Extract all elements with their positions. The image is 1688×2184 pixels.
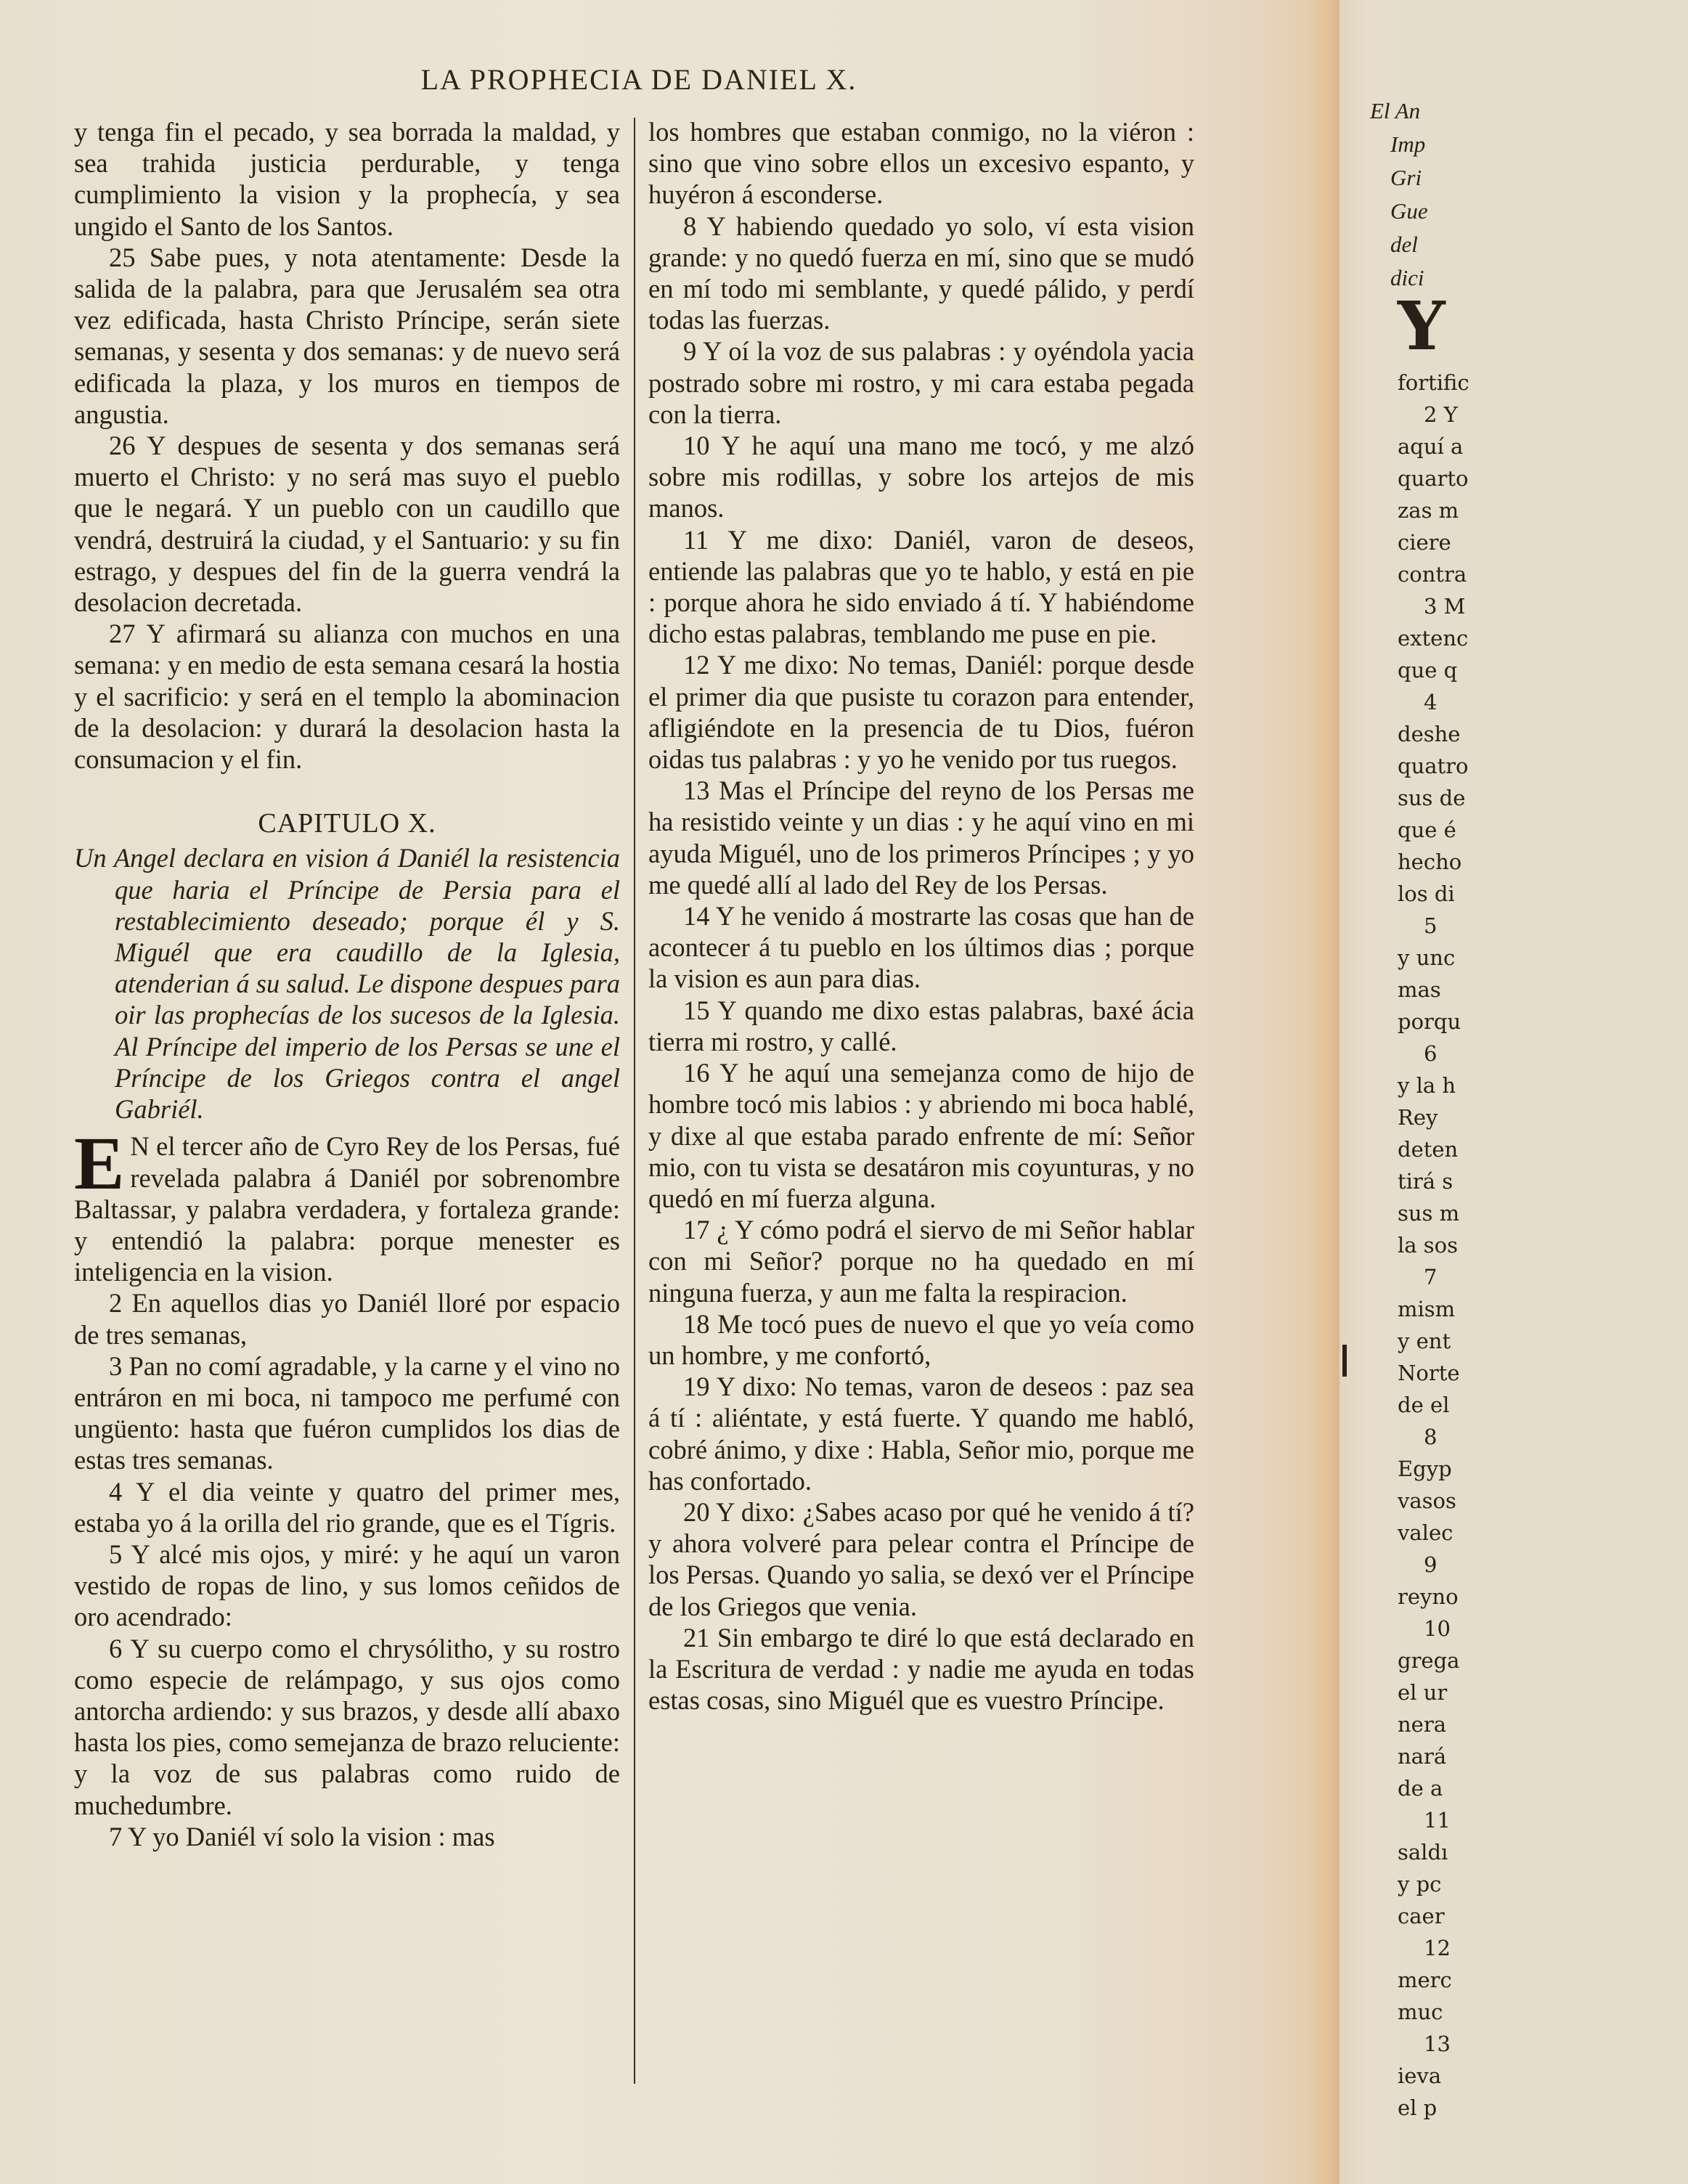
next-page-line: mas: [1398, 977, 1441, 1002]
next-page-line: hecho: [1398, 849, 1462, 874]
verse-15: 15 Y quando me dixo estas palabras, baxé ácia tierra mi rostro, y callé.: [648, 995, 1194, 1056]
verse-14: 14 Y he venido á mostrarte las cosas que han de acontecer á tu pueblo en los últimos dias ; porque la vision es aun para dias.: [648, 901, 1194, 994]
next-page-line: Norte: [1398, 1361, 1460, 1385]
next-page-line: zas m: [1398, 498, 1459, 523]
next-page-line: los di: [1398, 881, 1455, 906]
next-page-line: tirá s: [1398, 1169, 1453, 1194]
next-page-line: contra: [1398, 562, 1467, 587]
next-page-line: 10: [1424, 1616, 1451, 1641]
right-column: [648, 116, 1194, 1716]
next-page-line: el ur: [1398, 1680, 1448, 1705]
next-summary-line: Imp: [1390, 131, 1426, 157]
verse-11: 11 Y me dixo: Daniél, varon de deseos, entiende las palabras que yo te hablo, y está en pie : porque ahora he sido enviado á tí. Y habiéndome dicho estas palabras, temblando me puse en pie.: [648, 524, 1194, 649]
verse-13: 13 Mas el Príncipe del reyno de los Persas me ha resistido veinte y un dias : y he aquí vino en mi ayuda Miguél, uno de los primeros Príncipes ; y yo me quedé allí al lado del Rey de los Persas.: [648, 775, 1194, 900]
verse-27: 27 Y afirmará su alianza con muchos en una semana: y en medio de esta semana cesará la hostia y el sacrificio: y será en el templo la abominacion de la desolacion: y durará la desolacion hasta la consumacion y el fin.: [74, 619, 620, 775]
next-page-line: el p: [1398, 2095, 1438, 2120]
next-page-line: nera: [1398, 1712, 1446, 1737]
verse-7-start: 7 Y yo Daniél ví solo la vision : mas: [109, 1821, 495, 1851]
next-page-line: vasos: [1398, 1488, 1456, 1513]
next-page-line: caer: [1398, 1904, 1445, 1928]
next-page-line: 8: [1424, 1425, 1438, 1449]
next-page-line: extenc: [1398, 626, 1469, 651]
next-page-line: Rey: [1398, 1105, 1438, 1130]
next-page-line: Egyp: [1398, 1456, 1452, 1481]
next-page-line: 13: [1424, 2032, 1451, 2056]
verse-16: 16 Y he aquí una semejanza como de hijo de hombre tocó mis labios : y abriendo mi boca hablé, y dixe al que estaba parado enfrente de mí: Señor mio, con tu vista se desatáron mis coyunturas, y no quedó en mí fuerza alguna.: [648, 1058, 1194, 1213]
verse-17: 17 ¿ Y cómo podrá el siervo de mi Señor hablar con mi Señor? porque no ha quedado en mí ninguna fuerza, y aun me falta la respiracion.: [648, 1215, 1194, 1308]
next-summary-line: Gri: [1390, 165, 1422, 190]
next-page-line: de el: [1398, 1393, 1450, 1417]
next-summary-line: Gue: [1390, 198, 1428, 224]
column-divider: [634, 118, 635, 2084]
verse-19: 19 Y dixo: No temas, varon de deseos : paz sea á tí : aliéntate, y está fuerte. Y quando me habló, cobré ánimo, y dixe : Habla, Señor mio, porque me has confortado.: [648, 1372, 1194, 1496]
next-page-line: y ent: [1398, 1329, 1451, 1353]
next-page-line: y pc: [1398, 1872, 1442, 1896]
next-page-line: y unc: [1398, 945, 1456, 970]
verse-3: 3 Pan no comí agradable, y la carne y el vino no entráron en mi boca, ni tampoco me perfumé con ungüento: hasta que fuéron cumplidos los dias de estas tres semanas.: [74, 1350, 620, 1475]
next-page-line: quarto: [1398, 466, 1469, 491]
next-page-line: saldı: [1398, 1840, 1448, 1865]
book-gutter: [1307, 0, 1340, 2184]
verse-continuation: y tenga fin el pecado, y sea borrada la maldad, y sea trahida justicia perdurable, y tenga cumplimiento la vision y la prophecía, y sea ungido el Santo de los Santos.: [74, 117, 620, 241]
chapter-title: CAPITULO X.: [258, 808, 436, 839]
chapter-summary: Un Angel declara en vision á Daniél la resistencia que haria el Príncipe de Persia para el restablecimiento deseado; porque él y S. Miguél que era caudillo de la Iglesia, atenderian á su salud. Le dispone despues para oir las prophecías de los sucesos de la Iglesia. Al Príncipe del imperio de los Persas se une el Príncipe de los Griegos contra el angel Gabriél.: [74, 843, 620, 1125]
next-page-line: que q: [1398, 658, 1458, 682]
next-summary-line: dici: [1390, 265, 1424, 290]
next-page-line: reyno: [1398, 1584, 1459, 1609]
verse-1: [74, 1122, 620, 1287]
running-head: LA PROPHECIA DE DANIEL X.: [420, 63, 857, 96]
next-page-line: quatro: [1398, 754, 1469, 778]
drop-cap: E: [74, 1122, 125, 1206]
next-page-line: la sos: [1398, 1233, 1459, 1258]
verse-25: 25 Sabe pues, y nota atentamente: Desde la salida de la palabra, para que Jerusalém sea otra vez edificada, hasta Christo Príncipe, serán siete semanas, y sesenta y dos semanas: y de nuevo será edificada la plaza, y los muros en tiempos de angustia.: [74, 242, 620, 429]
verse-9: 9 Y oí la voz de sus palabras : y oyéndola yacia postrado sobre mi rostro, y mi cara estaba pegada con la tierra.: [648, 336, 1194, 429]
next-page-body: [1398, 367, 1688, 2124]
verse-21: 21 Sin embargo te diré lo que está declarado en la Escritura de verdad : y nadie me ayuda en todas estas cosas, sino Miguél que es vuestro Príncipe.: [648, 1622, 1194, 1716]
next-page-line: grega: [1398, 1648, 1460, 1673]
next-page-line: de a: [1398, 1776, 1443, 1801]
next-page-edge: [1340, 0, 1469, 2184]
next-page-line: 12: [1424, 1936, 1451, 1960]
next-page-line: merc: [1398, 1968, 1452, 1992]
next-page-line: aquí a: [1398, 434, 1464, 459]
left-column: [74, 116, 620, 1852]
verse-10: 10 Y he aquí una mano me tocó, y me alzó sobre mis rodillas, y sobre los artejos de mis manos.: [648, 431, 1194, 523]
verse-12: 12 Y me dixo: No temas, Daniél: porque desde el primer dia que pusiste tu corazon para entender, afligiéndote en la presencia de tu Dios, fuéron oidas tus palabras : y yo he venido por tus ruegos.: [648, 650, 1194, 775]
next-page-line: muc: [1398, 2000, 1443, 2024]
verse-1-text: N el tercer año de Cyro Rey de los Persas, fué revelada palabra á Daniél por sobrenombre Baltassar, y palabra verdadera, y fortaleza grande: y entendió la palabra: porque menester es inteligencia en la vision.: [74, 1131, 620, 1287]
next-page-line: 3 M: [1424, 594, 1466, 619]
verse-26: 26 Y despues de sesenta y dos semanas será muerto el Christo: y no será mas suyo el pueblo que le negará. Y un pueblo con un caudillo que vendrá, destruirá la ciudad, y el Santuario: y su fin estrago, y despues del fin de la guerra vendrá la desolacion decretada.: [74, 431, 620, 618]
next-page-line: deten: [1398, 1137, 1459, 1162]
next-page-line: y la h: [1398, 1073, 1456, 1098]
next-page-line: porqu: [1398, 1009, 1461, 1034]
verse-20: 20 Y dixo: ¿Sabes acaso por qué he venido á tí? y ahora volveré para pelear contra el Príncipe de los Persas. Quando yo salia, se dexó ver el Príncipe de los Griegos que venia.: [648, 1496, 1194, 1621]
next-page-line: valec: [1398, 1520, 1453, 1545]
next-page-line: 6: [1424, 1041, 1438, 1066]
next-page-line: mism: [1398, 1297, 1456, 1321]
next-page-line: sus m: [1398, 1201, 1460, 1226]
next-page-line: nará: [1398, 1744, 1447, 1769]
verse-6: 6 Y su cuerpo como el chrysólitho, y su rostro como especie de relámpago, y sus ojos como antorcha ardiendo: y sus brazos, y desde allí abaxo hasta los pies, como semejanza de brazo reluciente: y la voz de sus palabras como ruido de muchedumbre.: [74, 1633, 620, 1820]
next-page-line: fortific: [1398, 370, 1469, 395]
verse-2: 2 En aquellos dias yo Daniél lloré por espacio de tres semanas,: [74, 1288, 620, 1350]
next-page-line: 11: [1424, 1808, 1451, 1833]
verse-8: 8 Y habiendo quedado yo solo, ví esta vision grande: y no quedó fuerza en mí, sino que se mudó en mí todo mi semblante, y quedé pálido, y perdí todas las fuerzas.: [648, 211, 1194, 335]
verse-7-continuation: los hombres que estaban conmigo, no la viéron : sino que vino sobre ellos un excesivo espanto, y huyéron á esconderse.: [648, 117, 1194, 210]
verse-18: 18 Me tocó pues de nuevo el que yo veía como un hombre, y me confortó,: [648, 1308, 1194, 1370]
next-page-line: 7: [1424, 1265, 1438, 1289]
next-page-line: 2 Y: [1424, 402, 1458, 427]
next-page-line: que é: [1398, 818, 1456, 842]
next-page-line: ciere: [1398, 530, 1451, 555]
next-page-line: sus de: [1398, 786, 1466, 810]
next-summary-line: El An: [1370, 98, 1421, 123]
next-summary-line: del: [1390, 232, 1418, 257]
next-page-drop-cap: Y: [1398, 287, 1446, 365]
verse-4: 4 Y el dia veinte y quatro del primer mes, estaba yo á la orilla del rio grande, que es el Tígris.: [74, 1476, 620, 1538]
next-page-line: deshe: [1398, 722, 1461, 746]
next-page-line: 4: [1424, 690, 1438, 714]
page-edge-mark: [1342, 1345, 1347, 1377]
next-page-line: 5: [1424, 913, 1438, 938]
next-page-line: 9: [1424, 1552, 1438, 1577]
next-page-summary: [1370, 94, 1428, 295]
next-page-line: ieva: [1398, 2063, 1442, 2088]
verse-5: 5 Y alcé mis ojos, y miré: y he aquí un varon vestido de ropas de lino, y sus lomos ceñidos de oro acendrado:: [74, 1539, 620, 1632]
